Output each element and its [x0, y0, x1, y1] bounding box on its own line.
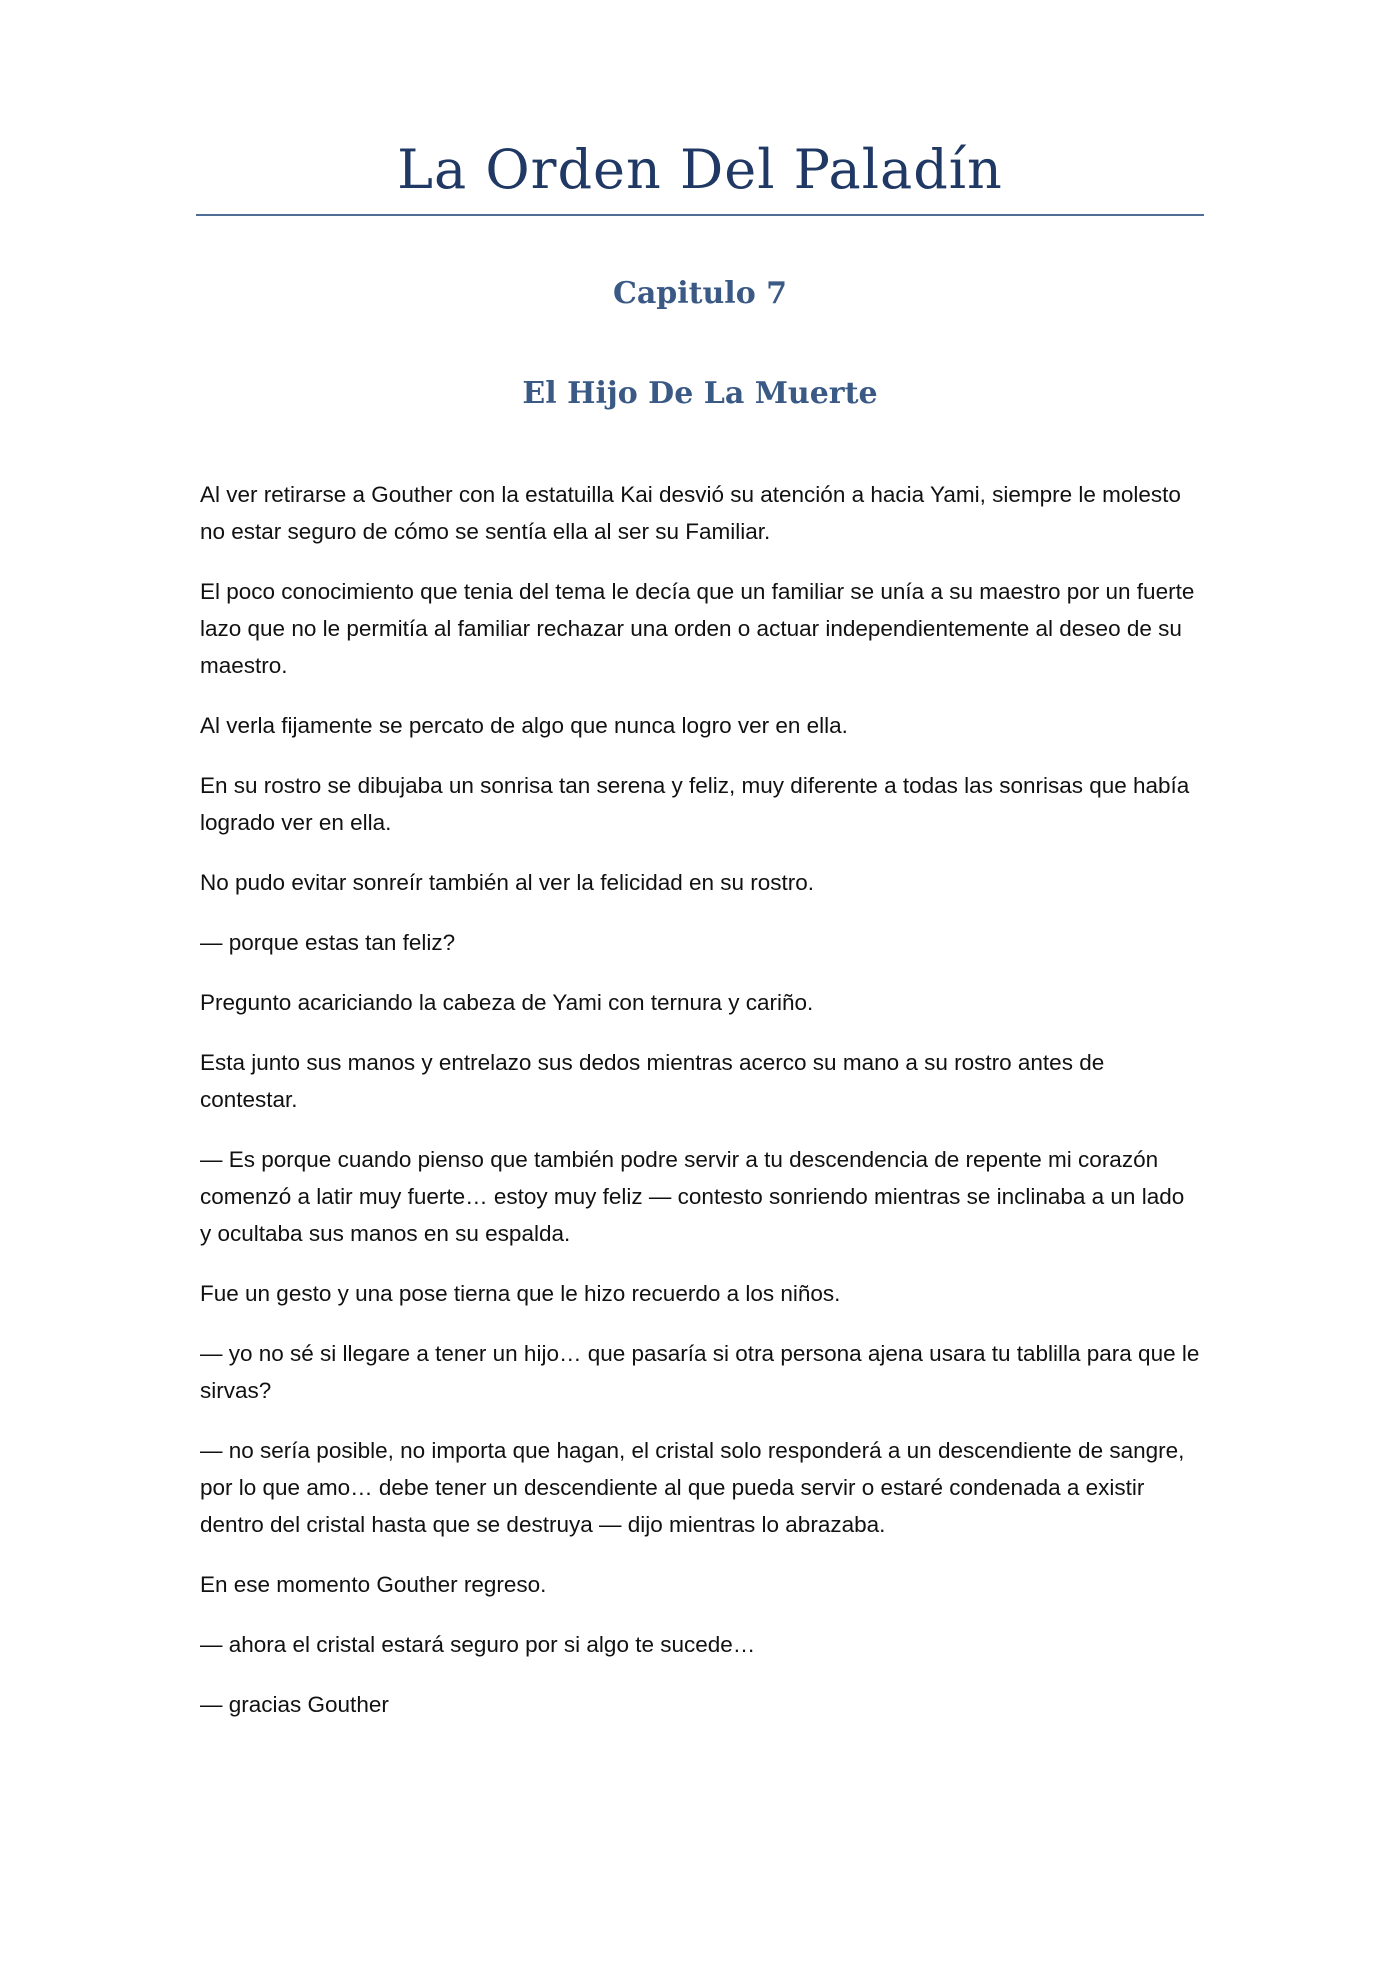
dialogue-paragraph: — porque estas tan feliz?: [200, 930, 456, 955]
paragraph: Pregunto acariciando la cabeza de Yami con ternura y cariño.: [200, 990, 814, 1015]
chapter-body: [200, 476, 1200, 1746]
paragraph: Al ver retirarse a Gouther con la estatuilla Kai desvió su atención a hacia Yami, siempre le molesto no estar seguro de cómo se sentía ella al ser su Familiar.: [200, 482, 1181, 544]
chapter-number: Capitulo 7: [612, 276, 788, 311]
paragraph: En su rostro se dibujaba un sonrisa tan serena y feliz, muy diferente a todas las sonrisas que había logrado ver en ella.: [200, 773, 1190, 835]
paragraph: No pudo evitar sonreír también al ver la felicidad en su rostro.: [200, 870, 815, 895]
chapter-title: El Hijo De La Muerte: [522, 376, 878, 411]
paragraph: Esta junto sus manos y entrelazo sus dedos mientras acerco su mano a su rostro antes de contestar.: [200, 1050, 1105, 1112]
paragraph: En ese momento Gouther regreso.: [200, 1572, 547, 1597]
title-underline: [196, 214, 1204, 216]
paragraph: Al verla fijamente se percato de algo que nunca logro ver en ella.: [200, 713, 848, 738]
dialogue-paragraph: — gracias Gouther: [200, 1692, 389, 1717]
dialogue-paragraph: — no sería posible, no importa que hagan, el cristal solo responderá a un descendiente de sangre, por lo que amo… debe tener un descendiente al que pueda servir o estaré condenada a existir dentro del cristal hasta que se destruya — dijo mientras lo abrazaba.: [200, 1438, 1185, 1537]
dialogue-paragraph: — Es porque cuando pienso que también podre servir a tu descendencia de repente mi corazón comenzó a latir muy fuerte… estoy muy feliz — contesto sonriendo mientras se inclinaba a un lado y ocultaba sus manos en su espalda.: [200, 1147, 1185, 1246]
paragraph: El poco conocimiento que tenia del tema le decía que un familiar se unía a su maestro por un fuerte lazo que no le permitía al familiar rechazar una orden o actuar independientemente al deseo de su maestro.: [200, 579, 1195, 678]
document-title: La Orden Del Paladín: [397, 138, 1003, 201]
dialogue-paragraph: — yo no sé si llegare a tener un hijo… que pasaría si otra persona ajena usara tu tablilla para que le sirvas?: [200, 1341, 1200, 1403]
paragraph: Fue un gesto y una pose tierna que le hizo recuerdo a los niños.: [200, 1281, 841, 1306]
dialogue-paragraph: — ahora el cristal estará seguro por si algo te sucede…: [200, 1632, 756, 1657]
